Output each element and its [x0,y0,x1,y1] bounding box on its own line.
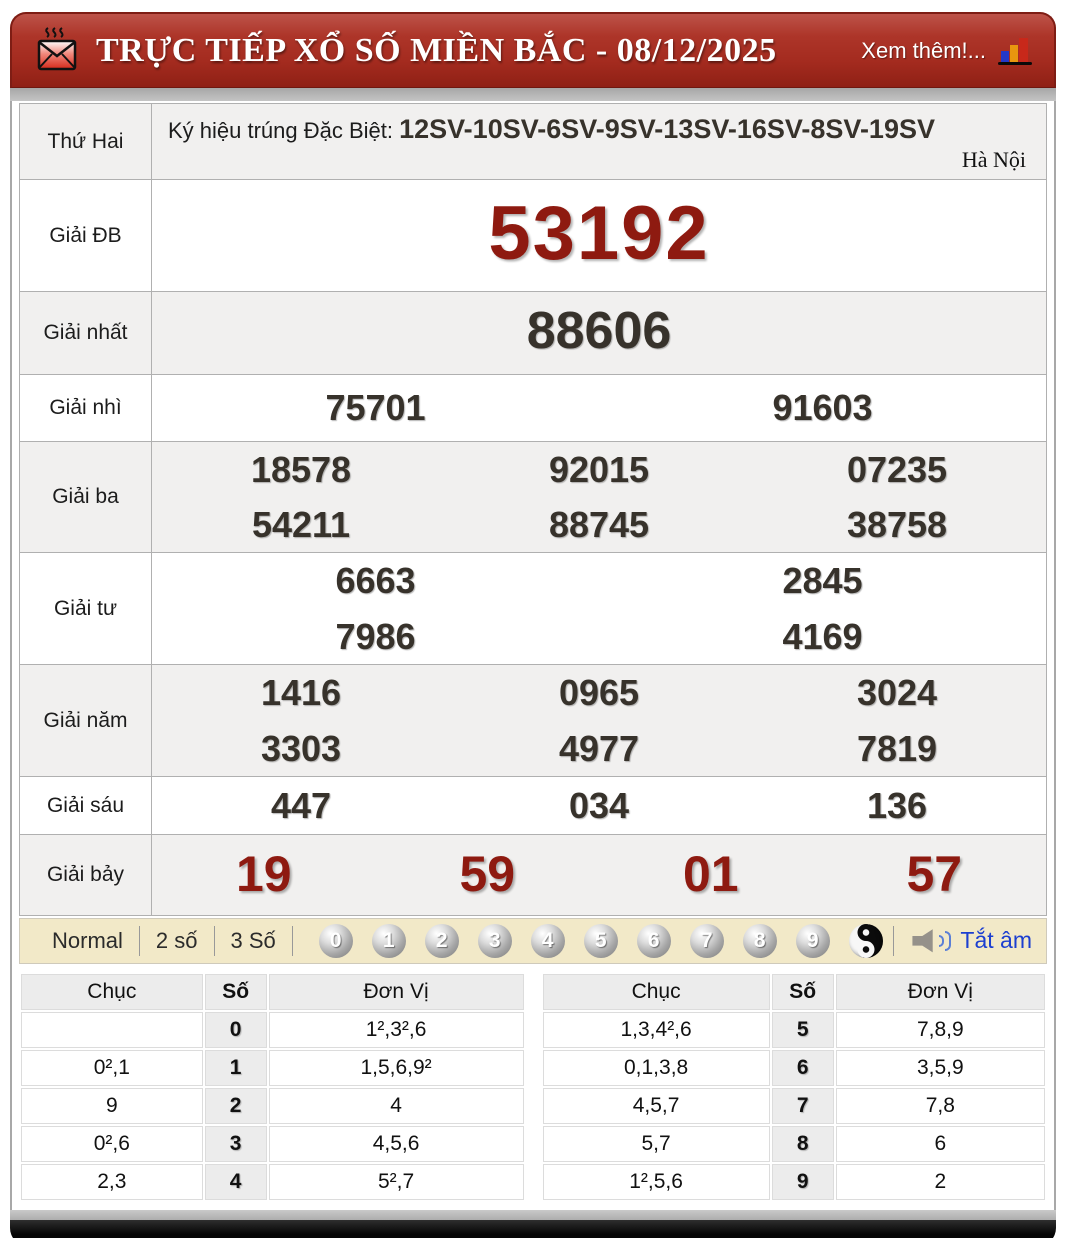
stats-row [543,1164,1046,1200]
prize-number-red: 59 [459,846,516,903]
prize-label: Giải ĐB [20,180,152,292]
stats-header-chuc: Chục [543,974,770,1010]
stats-digit: 9 [772,1164,834,1200]
prize-number: 4977 [558,727,640,769]
special-sign-text [168,114,1030,145]
stats-row [21,1050,524,1086]
prize-number: 1416 [260,672,342,714]
prize-number: 88606 [526,302,672,361]
stats-header-chuc: Chục [21,974,203,1010]
digit-ball-5[interactable]: 5 [584,924,618,958]
prize-number: 7819 [856,727,938,769]
sign-row [20,104,1047,180]
stats-row [21,1012,524,1048]
results-table [19,103,1047,916]
prize-label: Giải ba [20,441,152,553]
prize-label: Giải tư [20,553,152,665]
prize-number: 38758 [846,503,948,545]
prize-number: 91603 [772,387,873,429]
prize-label: Giải bảy [20,835,152,916]
stats-row [543,1088,1046,1124]
prize-label: Giải nhì [20,375,152,441]
prize-number: 54211 [251,503,351,545]
prize-row-giai-nam [20,665,1047,777]
stats-digit: 2 [205,1088,267,1124]
speaker-icon [912,927,952,955]
prize-row-giai-bay [20,835,1047,916]
digit-ball-4[interactable]: 4 [531,924,565,958]
mode-normal[interactable]: Normal [52,927,123,953]
mute-label: Tắt âm [960,927,1032,954]
stats-chuc: 1²,5,6 [543,1164,770,1200]
prize-row-giai-db [20,180,1047,292]
prize-number: 2845 [782,560,863,602]
stats-row [543,1126,1046,1162]
stats-row [543,1050,1046,1086]
prize-row-giai-ba [20,441,1047,553]
see-more-link[interactable]: Xem thêm!... [861,37,986,63]
prize-number: 0965 [558,672,640,714]
frame-strip-bottom [10,1210,1056,1220]
prize-number-red: 19 [235,846,292,903]
prize-number: 136 [866,784,928,826]
stats-chuc: 1,3,4²,6 [543,1012,770,1048]
widget-base-bar [10,1220,1056,1238]
stats-chuc: 0,1,3,8 [543,1050,770,1086]
prize-number: 88745 [548,503,650,545]
prize-number: 7986 [335,615,416,657]
prize-number: 3303 [260,727,342,769]
stats-chuc: 2,3 [21,1164,203,1200]
stats-table-right [541,972,1048,1202]
stats-digit: 4 [205,1164,267,1200]
stats-donvi: 7,8,9 [836,1012,1045,1048]
stats-digit: 1 [205,1050,267,1086]
stats-chuc [21,1012,203,1048]
prize-number-red: 57 [906,846,963,903]
digit-filter-balls [319,924,883,958]
stats-digit: 7 [772,1088,834,1124]
digit-ball-1[interactable]: 1 [372,924,406,958]
stats-donvi: 4,5,6 [269,1126,524,1162]
head-tail-stats [19,972,1047,1202]
stats-donvi: 4 [269,1088,524,1124]
results-panel [10,101,1056,1210]
stats-chuc: 4,5,7 [543,1088,770,1124]
stats-donvi: 5²,7 [269,1164,524,1200]
stats-row [21,1088,524,1124]
mute-button[interactable] [912,927,1032,955]
stats-header-donvi: Đơn Vị [836,974,1045,1010]
digit-ball-6[interactable]: 6 [637,924,671,958]
stats-donvi: 1,5,6,9² [269,1050,524,1086]
digit-ball-9[interactable]: 9 [796,924,830,958]
stats-digit: 8 [772,1126,834,1162]
header-bar [10,12,1056,88]
region-label: Hà Nội [961,147,1026,172]
prize-number: 07235 [846,448,948,490]
weekday-label: Thứ Hai [20,104,152,180]
stats-digit: 6 [772,1050,834,1086]
prize-row-giai-tu [20,553,1047,665]
prize-label: Giải sáu [20,776,152,834]
stats-digit: 3 [205,1126,267,1162]
stats-donvi: 2 [836,1164,1045,1200]
digit-ball-2[interactable]: 2 [425,924,459,958]
prize-label: Giải năm [20,665,152,777]
stats-chuc: 0²,6 [21,1126,203,1162]
bar-chart-icon[interactable] [998,37,1032,65]
prize-number: 6663 [335,560,416,602]
sign-prefix: Ký hiệu trúng Đặc Biệt: [168,118,400,143]
prize-number: 4169 [782,615,863,657]
toolbar-divider [292,926,293,956]
stats-digit: 0 [205,1012,267,1048]
prize-number: 92015 [548,448,650,490]
toolbar-divider [893,926,894,956]
stats-chuc: 0²,1 [21,1050,203,1086]
hot-envelope-icon [34,25,82,77]
stats-donvi: 1²,3²,6 [269,1012,524,1048]
stats-digit: 5 [772,1012,834,1048]
prize-number: 034 [568,784,630,826]
mode-2-so[interactable]: 2 số [155,927,198,953]
mode-3-so[interactable]: 3 Số [230,927,276,953]
stats-chuc: 9 [21,1088,203,1124]
digit-ball-8[interactable]: 8 [743,924,777,958]
stats-header-so: Số [205,974,267,1010]
prize-number: 447 [270,784,332,826]
lottery-widget [10,12,1056,1238]
prize-row-giai-nhat [20,292,1047,375]
digit-ball-0[interactable]: 0 [319,924,353,958]
stats-donvi: 7,8 [836,1088,1045,1124]
stats-row [543,1012,1046,1048]
stats-row [21,1126,524,1162]
prize-number-special: 53192 [488,191,710,276]
stats-donvi: 3,5,9 [836,1050,1045,1086]
prize-number: 3024 [856,672,938,714]
stats-header-donvi: Đơn Vị [269,974,524,1010]
digit-ball-7[interactable]: 7 [690,924,724,958]
frame-strip-top [10,88,1056,101]
prize-number: 75701 [325,387,426,429]
stats-row [21,1164,524,1200]
page-title: TRỰC TIẾP XỔ SỐ MIỀN BẮC - 08/12/2025 [96,31,777,69]
yin-yang-icon[interactable] [849,924,883,958]
prize-row-giai-nhi [20,375,1047,441]
sign-codes: 12SV-10SV-6SV-9SV-13SV-16SV-8SV-19SV [399,114,935,144]
stats-header-so: Số [772,974,834,1010]
stats-table-left [19,972,526,1202]
prize-number-red: 01 [682,846,739,903]
prize-number: 18578 [250,448,352,490]
digit-ball-3[interactable]: 3 [478,924,512,958]
stats-chuc: 5,7 [543,1126,770,1162]
prize-row-giai-sau [20,776,1047,834]
stats-donvi: 6 [836,1126,1045,1162]
prize-label: Giải nhất [20,292,152,375]
display-toolbar [19,918,1047,964]
